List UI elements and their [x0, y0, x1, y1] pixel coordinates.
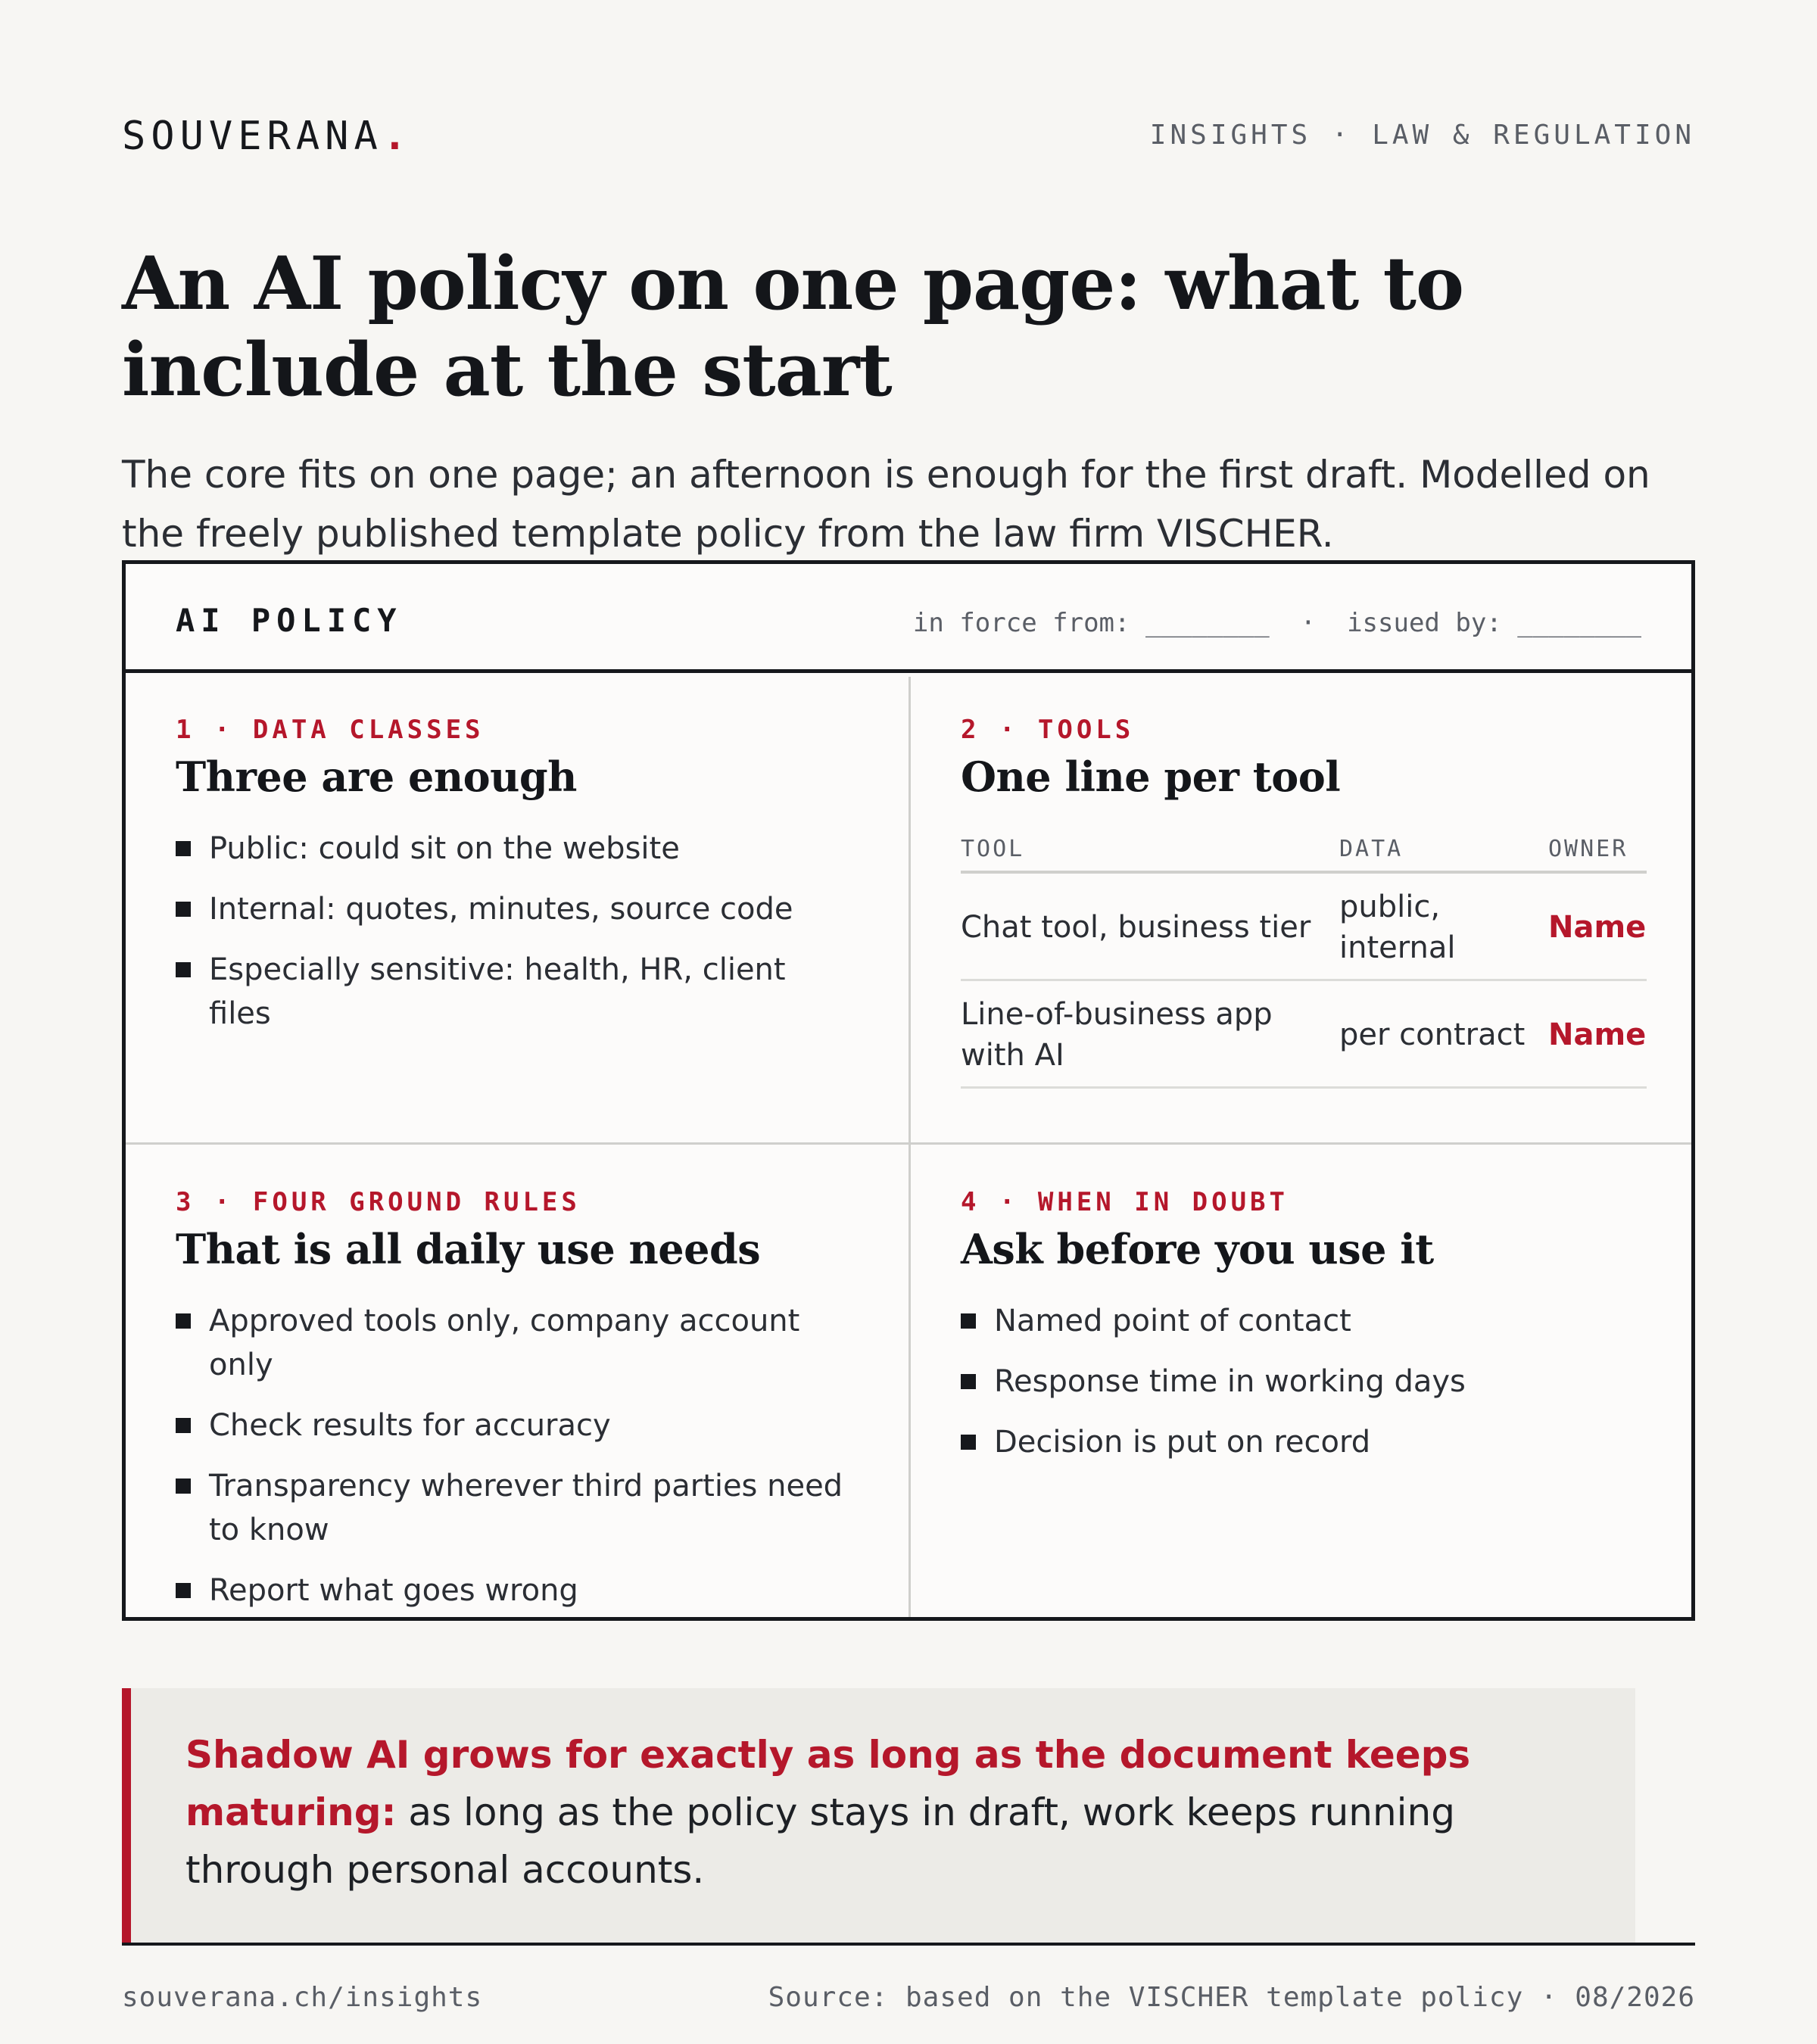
section-title: Ask before you use it: [961, 1225, 1434, 1273]
list-item-text: Decision is put on record: [994, 1425, 1371, 1460]
list-item-text: Check results for accuracy: [209, 1408, 611, 1443]
list-item-text: Report what goes wrong: [209, 1573, 578, 1608]
callout-emphasis: Shadow AI grows for exactly as long as the document keeps maturing:: [185, 1733, 1471, 1834]
cell-owner[interactable]: Name: [1548, 1017, 1647, 1052]
table-header: [961, 828, 1647, 874]
column-header-owner: OWNER: [1548, 836, 1628, 862]
list-item: [176, 948, 857, 1036]
lead-paragraph: The core fits on one page; an afternoon is enough for the first draft. Modelled on the freely published template policy from the law firm VISCHER.: [122, 453, 1650, 556]
footer-link[interactable]: souverana.ch/insights: [122, 1982, 483, 2013]
section-tools: [908, 677, 1691, 1142]
list-item: [961, 1420, 1642, 1464]
list-item: [176, 1404, 857, 1447]
square-bullet-icon: [961, 1374, 976, 1389]
section-title: One line per tool: [961, 752, 1341, 801]
section-ground-rules: [126, 1142, 908, 1617]
callout-box: [122, 1688, 1635, 1944]
list-item-text: Especially sensitive: health, HR, client files: [209, 952, 786, 1031]
cell-data: public, internal: [1339, 890, 1456, 965]
list-item-text: Transparency wherever third parties need to know: [209, 1469, 843, 1547]
section-data-classes: [126, 677, 908, 1142]
cell-tool: Line-of-business app with AI: [961, 997, 1273, 1073]
section-tag[interactable]: INSIGHTS · LAW & REGULATION: [1149, 120, 1695, 151]
bullet-list: [176, 827, 857, 1052]
footer-source: Source: based on the VISCHER template policy · 08/2026: [768, 1982, 1695, 2013]
table-row: [961, 981, 1647, 1089]
section-kicker: 2 · TOOLS: [961, 715, 1135, 745]
top-bar: [122, 114, 1695, 159]
cell-owner[interactable]: Name: [1548, 910, 1647, 945]
square-bullet-icon: [176, 1418, 191, 1433]
list-item: [961, 1360, 1642, 1404]
table-row: [961, 874, 1647, 981]
list-item-text: Internal: quotes, minutes, source code: [209, 892, 793, 927]
list-item: [176, 887, 857, 931]
callout-body: as long as the policy stays in draft, work keeps running through personal accounts.: [185, 1790, 1455, 1892]
section-title: Three are enough: [176, 752, 577, 801]
square-bullet-icon: [176, 841, 191, 856]
list-item-text: Named point of contact: [994, 1304, 1351, 1338]
list-item: [176, 1569, 857, 1612]
policy-card: [122, 560, 1695, 1621]
square-bullet-icon: [176, 1583, 191, 1598]
square-bullet-icon: [961, 1313, 976, 1329]
footer-divider: [122, 1943, 1695, 1946]
policy-card-title: AI POLICY: [176, 602, 403, 639]
tools-table: [961, 828, 1647, 1089]
brand-name: SOUVERANA: [122, 114, 383, 159]
cell-data: per contract: [1339, 1017, 1526, 1052]
list-item-text: Approved tools only, company account only: [209, 1304, 800, 1382]
section-kicker: 1 · DATA CLASSES: [176, 715, 485, 745]
list-item: [961, 1299, 1642, 1343]
bullet-list: [961, 1299, 1642, 1481]
list-item-text: Public: could sit on the website: [209, 831, 680, 866]
column-header-tool: TOOL: [961, 836, 1025, 862]
page-title: An AI policy on one page: what to include at the start: [122, 241, 1464, 413]
list-item: [176, 1299, 857, 1387]
policy-card-meta: in force from: ________ · issued by: ________: [912, 608, 1641, 638]
column-header-data: DATA: [1339, 836, 1404, 862]
page: [122, 0, 1695, 2044]
bullet-list: [176, 1299, 857, 1629]
brand-dot: .: [382, 114, 413, 159]
square-bullet-icon: [176, 1313, 191, 1329]
section-title: That is all daily use needs: [176, 1225, 761, 1273]
brand-logo[interactable]: [122, 114, 412, 159]
square-bullet-icon: [176, 902, 191, 917]
cell-tool: Chat tool, business tier: [961, 910, 1311, 945]
callout-text: [185, 1726, 1594, 1899]
square-bullet-icon: [176, 962, 191, 977]
section-kicker: 4 · WHEN IN DOUBT: [961, 1187, 1289, 1217]
square-bullet-icon: [961, 1435, 976, 1450]
policy-card-header: [126, 564, 1691, 673]
square-bullet-icon: [176, 1478, 191, 1494]
section-when-in-doubt: [908, 1142, 1691, 1617]
section-kicker: 3 · FOUR GROUND RULES: [176, 1187, 581, 1217]
list-item: [176, 827, 857, 871]
list-item: [176, 1464, 857, 1552]
list-item-text: Response time in working days: [994, 1364, 1466, 1399]
